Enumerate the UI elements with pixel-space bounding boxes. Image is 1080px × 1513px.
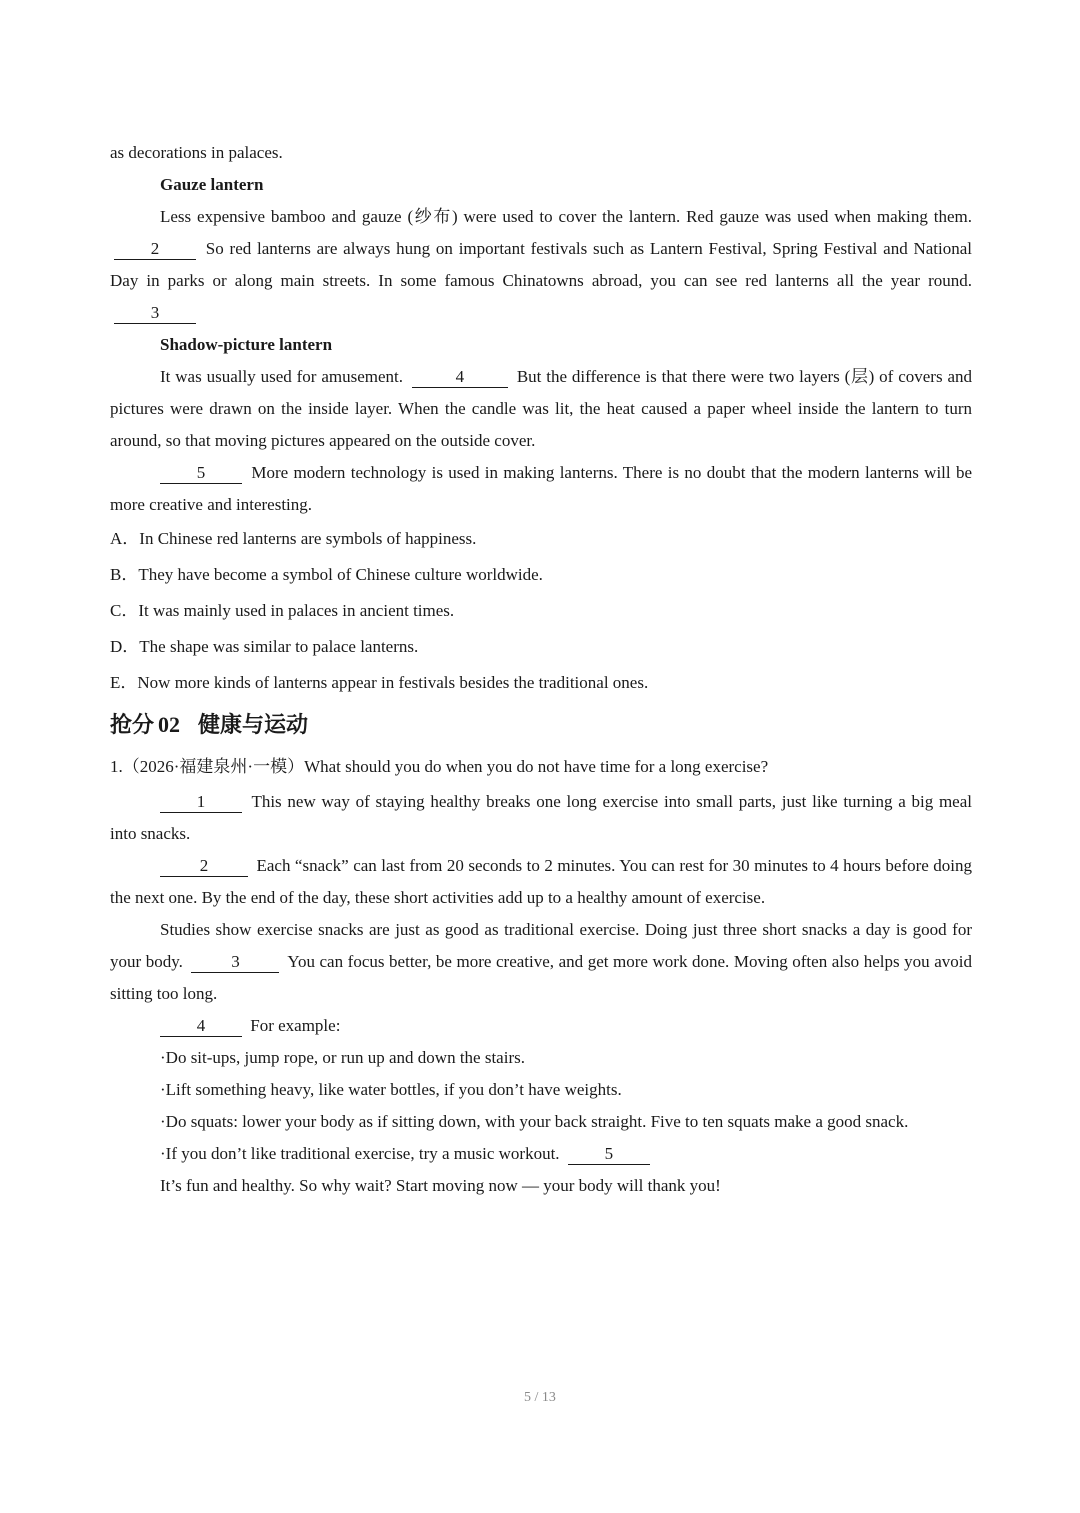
text: This new way of staying healthy breaks one long exercise into small parts, just like turning a big meal into snacks. [110,792,972,843]
q1-bullet-4 [110,1138,972,1170]
text: For example: [250,1016,341,1035]
option-d: D．The shape was similar to palace lanterns. [110,637,419,656]
text: ·If you don’t like traditional exercise, try a music workout. [160,1144,560,1163]
option-e: E．Now more kinds of lanterns appear in festivals besides the traditional ones. [110,673,649,692]
paragraph-intro: as decorations in palaces. [110,143,283,162]
text: Studies show exercise snacks are just as good as traditional exercise. Doing just three short snacks a day is good for your body. [110,920,972,971]
paragraph-shadow [110,361,972,457]
option-list [110,521,972,701]
q1-bullet-2: ·Lift something heavy, like water bottles, if you don’t have weights. [160,1080,622,1099]
blank-3[interactable]: 3 [114,303,196,324]
page-number: 5 / 13 [524,1390,556,1405]
q1-paragraph-4 [110,1010,972,1042]
q1-closing: It’s fun and healthy. So why wait? Start moving now — your body will thank you! [160,1176,721,1195]
text: More modern technology is used in making lanterns. There is no doubt that the modern lanterns will be more creative and interesting. [110,463,972,514]
q1-blank-2[interactable]: 2 [160,856,248,877]
option-c: C．It was mainly used in palaces in ancient times. [110,601,455,620]
section-prefix: 抢分 [110,713,155,738]
text: Each “snack” can last from 20 seconds to 2 minutes. You can rest for 30 minutes to 4 hours before doing the next one. By the end of the day, these short activities add up to a healthy amount of exercise. [110,856,973,907]
q1-blank-5[interactable]: 5 [568,1144,650,1165]
q1-paragraph-1 [110,786,972,850]
text: Less expensive bamboo and gauze (纱布) were used to cover the lantern. Red gauze was used when making them. [160,207,972,226]
section-name: 健康与运动 [198,713,309,738]
option-b: B．They have become a symbol of Chinese culture worldwide. [110,565,543,584]
text: So red lanterns are always hung on important festivals such as Lantern Festival, Spring Festival and National Day in parks or along main streets. In some famous Chinatowns abroad, you can see red lanterns all the year round. [110,239,973,290]
section-title [110,703,972,748]
q1-paragraph-3 [110,914,972,1010]
q1-bullet-3: ·Do squats: lower your body as if sitting down, with your back straight. Five to ten squats make a good snack. [160,1112,909,1131]
paragraph-gauze [110,201,972,329]
option-a: A．In Chinese red lanterns are symbols of happiness. [110,529,477,548]
blank-2[interactable]: 2 [114,239,196,260]
blank-5[interactable]: 5 [160,463,242,484]
page-content [110,137,972,1202]
q1-blank-1[interactable]: 1 [160,792,242,813]
q1-paragraph-2 [110,850,972,914]
q1-blank-3[interactable]: 3 [191,952,279,973]
section-number: 02 [158,712,181,737]
text: It was usually used for amusement. [160,367,404,386]
q1-blank-4[interactable]: 4 [160,1016,242,1037]
paragraph-modern [110,457,972,521]
heading-gauze-lantern: Gauze lantern [160,175,264,194]
text: You can focus better, be more creative, and get more work done. Moving often also helps you avoid sitting too long. [110,952,972,1003]
text: But the difference is that there were two layers (层) of covers and pictures were drawn on the inside layer. When the candle was lit, the heat caused a paper wheel inside the lantern to turn around, so that moving pictures appeared on the outside cover. [110,367,972,450]
question-1-header: 1.（2026·福建泉州·一模）What should you do when you do not have time for a long exercise? [110,757,769,776]
blank-4[interactable]: 4 [412,367,508,388]
q1-bullet-1: ·Do sit-ups, jump rope, or run up and down the stairs. [160,1048,525,1067]
heading-shadow-picture-lantern: Shadow-picture lantern [160,335,333,354]
